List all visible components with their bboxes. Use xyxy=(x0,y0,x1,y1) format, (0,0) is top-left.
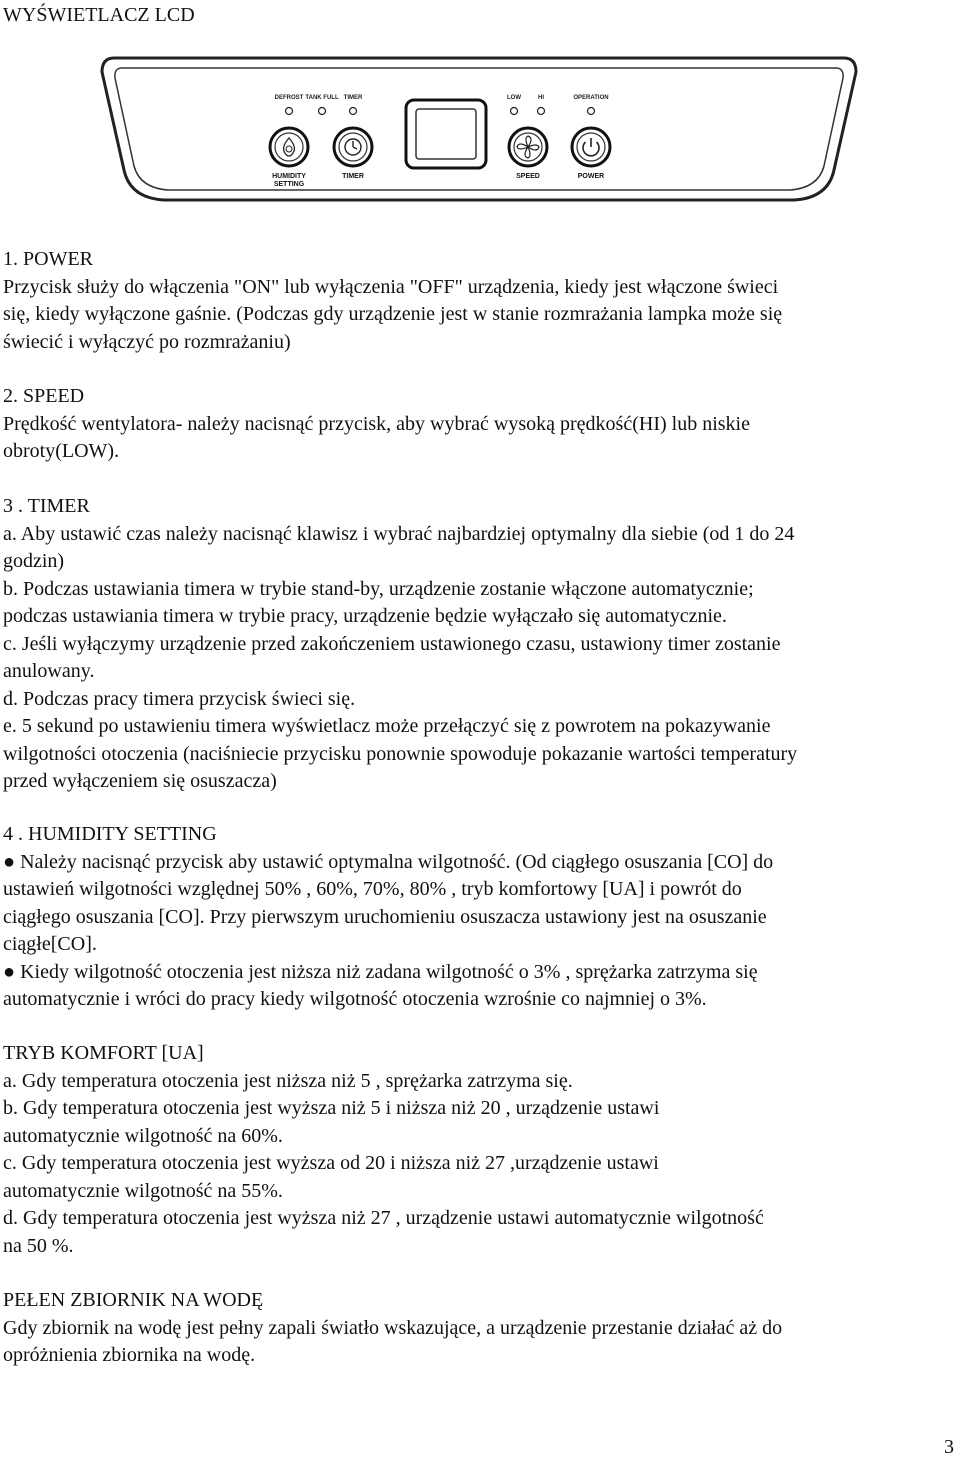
page-heading: WYŚWIETLACZ LCD xyxy=(3,4,195,26)
humidity-button-label-line2: SETTING xyxy=(273,181,305,188)
text-line: d. Gdy temperatura otoczenia jest wyższa niż 27 , urządzenie ustawi automatycznie wilgotność xyxy=(3,1207,764,1229)
text-line: b. Gdy temperatura otoczenia jest wyższa niż 5 i niższa niż 20 , urządzenie ustawi xyxy=(3,1097,660,1119)
text-line: ciągłego osuszania [CO]. Przy pierwszym uruchomieniu osuszacza ustawiony jest na osuszanie xyxy=(3,905,767,928)
timer-button[interactable] xyxy=(334,128,372,166)
text-line: na 50 %. xyxy=(3,1234,74,1257)
timer-indicator-light xyxy=(350,108,357,115)
text-line: wilgotności otoczenia (naciśniecie przycisku ponownie spowoduje pokazanie wartości temperatury xyxy=(3,742,798,765)
text-line: przed wyłączeniem się osuszacza) xyxy=(3,770,277,792)
section-heading-power: 1. POWER xyxy=(3,248,93,270)
humidity-setting-button[interactable] xyxy=(270,128,308,166)
indicator-label-tank-full: TANK FULL xyxy=(305,95,339,101)
text-line: ciągłe[CO]. xyxy=(3,933,97,955)
text-line: c. Jeśli wyłączymy urządzenie przed zakończeniem ustawionego czasu, ustawiony timer zostanie xyxy=(3,632,781,655)
text-line: d. Podczas pracy timera przycisk świeci się. xyxy=(3,687,356,710)
text-line: e. 5 sekund po ustawieniu timera wyświetlacz może przełączyć się z powrotem na pokazywanie xyxy=(3,715,771,737)
section-heading-tank-full: PEŁEN ZBIORNIK NA WODĘ xyxy=(3,1289,264,1311)
text-line: Przycisk służy do włączenia "ON" lub wyłączenia "OFF" urządzenia, kiedy jest włączone świeci xyxy=(3,275,779,298)
defrost-indicator-light xyxy=(286,108,293,115)
text-line: automatycznie i wróci do pracy kiedy wilgotność otoczenia wzrośnie co najmniej o 3%. xyxy=(3,988,707,1010)
text-line: ustawień wilgotności względnej 50% , 60%, 70%, 80% , tryb komfortowy [UA] i powrót do xyxy=(3,878,742,900)
section-heading-timer: 3 . TIMER xyxy=(3,495,90,517)
indicator-label-hi: HI xyxy=(538,95,544,101)
text-line: anulowany. xyxy=(3,660,95,682)
section-heading-speed: 2. SPEED xyxy=(3,385,85,407)
speed-button[interactable] xyxy=(509,128,547,166)
indicator-label-operation: OPERATION xyxy=(573,95,609,101)
indicator-label-defrost: DEFROST xyxy=(274,95,304,101)
text-line: a. Aby ustawić czas należy nacisnąć klawisz i wybrać najbardziej optymalny dla siebie (od 1 do 24 xyxy=(3,522,795,545)
section-heading-humidity: 4 . HUMIDITY SETTING xyxy=(3,823,217,845)
text-line: obroty(LOW). xyxy=(3,440,120,462)
text-line: świecić i wyłączyć po rozmrażaniu) xyxy=(3,330,291,353)
timer-button-label: TIMER xyxy=(342,173,364,180)
power-button[interactable] xyxy=(572,128,610,166)
speed-button-label: SPEED xyxy=(516,173,540,180)
text-line: opróżnienia zbiornika na wodę. xyxy=(3,1344,256,1366)
indicator-label-low: LOW xyxy=(507,95,521,101)
section-heading-comfort: TRYB KOMFORT [UA] xyxy=(3,1042,204,1064)
text-line: ● Należy nacisnąć przycisk aby ustawić optymalna wilgotność. (Od ciągłego osuszania [CO] do xyxy=(3,850,774,873)
text-line: b. Podczas ustawiania timera w trybie stand-by, urządzenie zostanie włączone automatycznie; xyxy=(3,577,754,600)
text-line: automatycznie wilgotność na 60%. xyxy=(3,1124,283,1147)
text-line: a. Gdy temperatura otoczenia jest niższa niż 5 , sprężarka zatrzyma się. xyxy=(3,1069,573,1092)
power-button-label: POWER xyxy=(577,173,605,180)
text-line: c. Gdy temperatura otoczenia jest wyższa od 20 i niższa niż 27 ,urządzenie ustawi xyxy=(3,1152,659,1174)
text-line: Gdy zbiornik na wodę jest pełny zapali światło wskazujące, a urządzenie przestanie działać aż do xyxy=(3,1316,783,1339)
text-line: się, kiedy wyłączone gaśnie. (Podczas gdy urządzenie jest w stanie rozmrażania lampka może się xyxy=(3,303,783,325)
lcd-display-screen xyxy=(416,109,476,159)
tank-full-indicator-light xyxy=(319,108,326,115)
page-number: 3 xyxy=(944,1436,954,1458)
low-indicator-light xyxy=(511,108,518,115)
text-line: Prędkość wentylatora- należy nacisnąć przycisk, aby wybrać wysoką prędkość(HI) lub niskie xyxy=(3,412,750,435)
operation-indicator-light xyxy=(588,108,595,115)
hi-indicator-light xyxy=(538,108,545,115)
text-line: godzin) xyxy=(3,550,65,572)
text-line: automatycznie wilgotność na 55%. xyxy=(3,1179,283,1202)
indicator-label-timer: TIMER xyxy=(343,95,363,101)
text-line: ● Kiedy wilgotność otoczenia jest niższa niż zadana wilgotność o 3% , sprężarka zatrzyma się xyxy=(3,960,758,983)
text-line: podczas ustawiania timera w trybie pracy, urządzenie będzie wyłączało się automatycznie. xyxy=(3,605,727,627)
humidity-button-label-line1: HUMIDITY xyxy=(272,173,306,180)
control-panel-illustration xyxy=(94,50,864,210)
